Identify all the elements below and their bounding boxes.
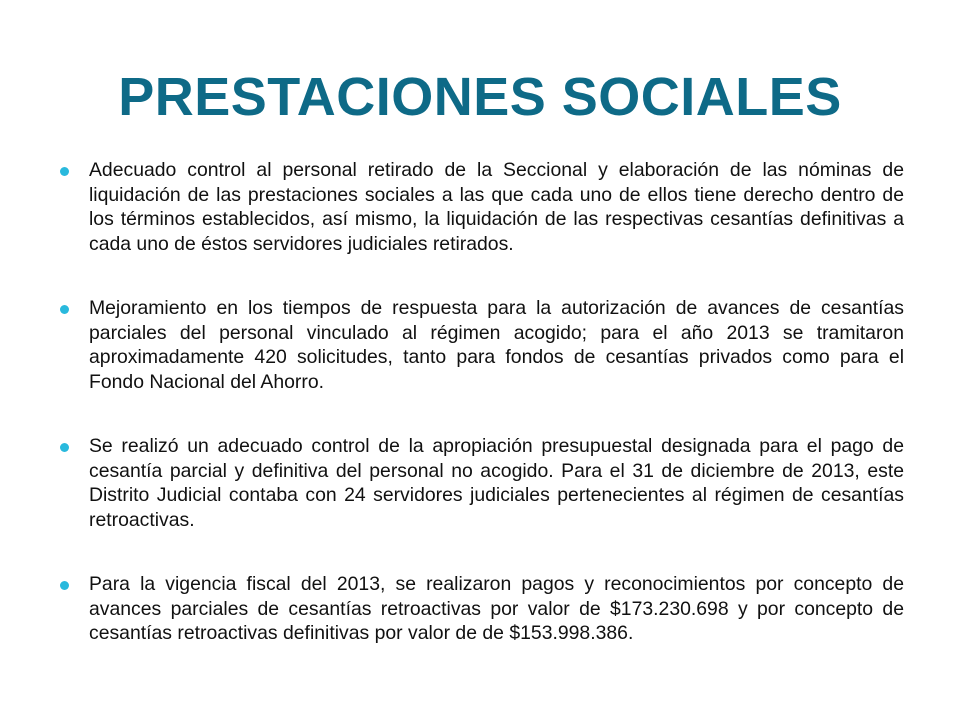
bullet-dot-icon: [60, 581, 69, 590]
bullet-dot-icon: [60, 305, 69, 314]
bullet-item: [60, 158, 904, 256]
bullet-dot-icon: [60, 167, 69, 176]
bullet-text: Mejoramiento en los tiempos de respuesta para la autorización de avances de cesantías parciales del personal vinculado al régimen acogido; para el año 2013 se tramitaron aproximadamente 420 solicitudes, tanto para fondos de cesantías privados como para el Fondo Nacional del Ahorro.: [89, 297, 904, 393]
bullet-text: Para la vigencia fiscal del 2013, se realizaron pagos y reconocimientos por concepto de avances parciales de cesantías retroactivas por valor de $173.230.698 y por concepto de cesantías retroactivas definitivas por valor de de $153.998.386.: [89, 573, 904, 644]
bullet-text: Adecuado control al personal retirado de la Seccional y elaboración de las nóminas de liquidación de las prestaciones sociales a las que cada uno de ellos tiene derecho dentro de los términos establecidos, así mismo, la liquidación de las respectivas cesantías definitivas a cada uno de éstos servidores judiciales retirados.: [89, 159, 904, 255]
bullet-dot-icon: [60, 443, 69, 452]
bullet-item: [60, 296, 904, 394]
bullet-text: Se realizó un adecuado control de la apropiación presupuestal designada para el pago de cesantía parcial y definitiva del personal no acogido. Para el 31 de diciembre de 2013, este Distrito Judicial contaba con 24 servidores judiciales pertenecientes al régimen de cesantías retroactivas.: [89, 435, 904, 531]
slide-title: PRESTACIONES SOCIALES: [118, 67, 842, 127]
bullet-list: [60, 158, 904, 686]
bullet-item: [60, 572, 904, 646]
bullet-item: [60, 434, 904, 532]
